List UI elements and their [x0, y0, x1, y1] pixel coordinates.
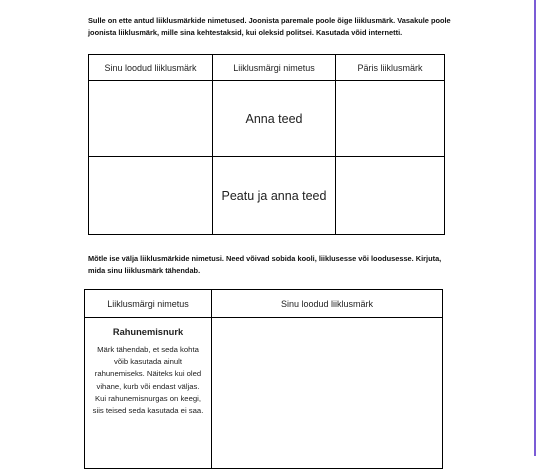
signs-table: [88, 54, 445, 235]
sign-description: Märk tähendab, et seda kohta võib kasutada ainult rahunemiseks. Näiteks kui oled vihane, kurb või endast väljas. Kui rahunemisnurgas on keegi, siis teised seda kasutada ei saa.: [92, 345, 204, 416]
table-row: [89, 81, 445, 157]
invented-signs-table: [84, 289, 443, 469]
table-header-row: [85, 290, 443, 318]
column-header-your-sign: Sinu loodud liiklusmärk: [212, 290, 443, 318]
column-header-real-sign: Päris liiklusmärk: [336, 55, 445, 81]
sign-name-cell: Peatu ja anna teed: [213, 157, 336, 235]
column-header-sign-name: Liiklusmärgi nimetus: [213, 55, 336, 81]
sign-description-cell: [85, 318, 212, 469]
column-header-your-sign: Sinu loodud liiklusmärk: [89, 55, 213, 81]
drawing-cell-your-sign[interactable]: [212, 318, 443, 469]
drawing-cell-real-sign[interactable]: [336, 157, 445, 235]
table-header-row: [89, 55, 445, 81]
sign-title: Rahunemisnurk: [112, 327, 184, 337]
section1-instructions: Sulle on ette antud liiklusmärkide nimetused. Joonista paremale poole õige liiklusmärk. Vasakule poole joonista liiklusmärk, mille sina kehtestaksid, kui oleksid politsei. Kasutada võid internetti.: [88, 16, 451, 37]
column-header-sign-name: Liiklusmärgi nimetus: [85, 290, 212, 318]
drawing-cell-real-sign[interactable]: [336, 81, 445, 157]
sign-name-cell: Anna teed: [213, 81, 336, 157]
table-row: [89, 157, 445, 235]
drawing-cell-your-sign[interactable]: [89, 81, 213, 157]
section2-instructions: Mõtle ise välja liiklusmärkide nimetusi. Need võivad sobida kooli, liiklusesse või loodusesse. Kirjuta, mida sinu liiklusmärk tähendab.: [88, 254, 442, 275]
drawing-cell-your-sign[interactable]: [89, 157, 213, 235]
table-row: [85, 318, 443, 469]
